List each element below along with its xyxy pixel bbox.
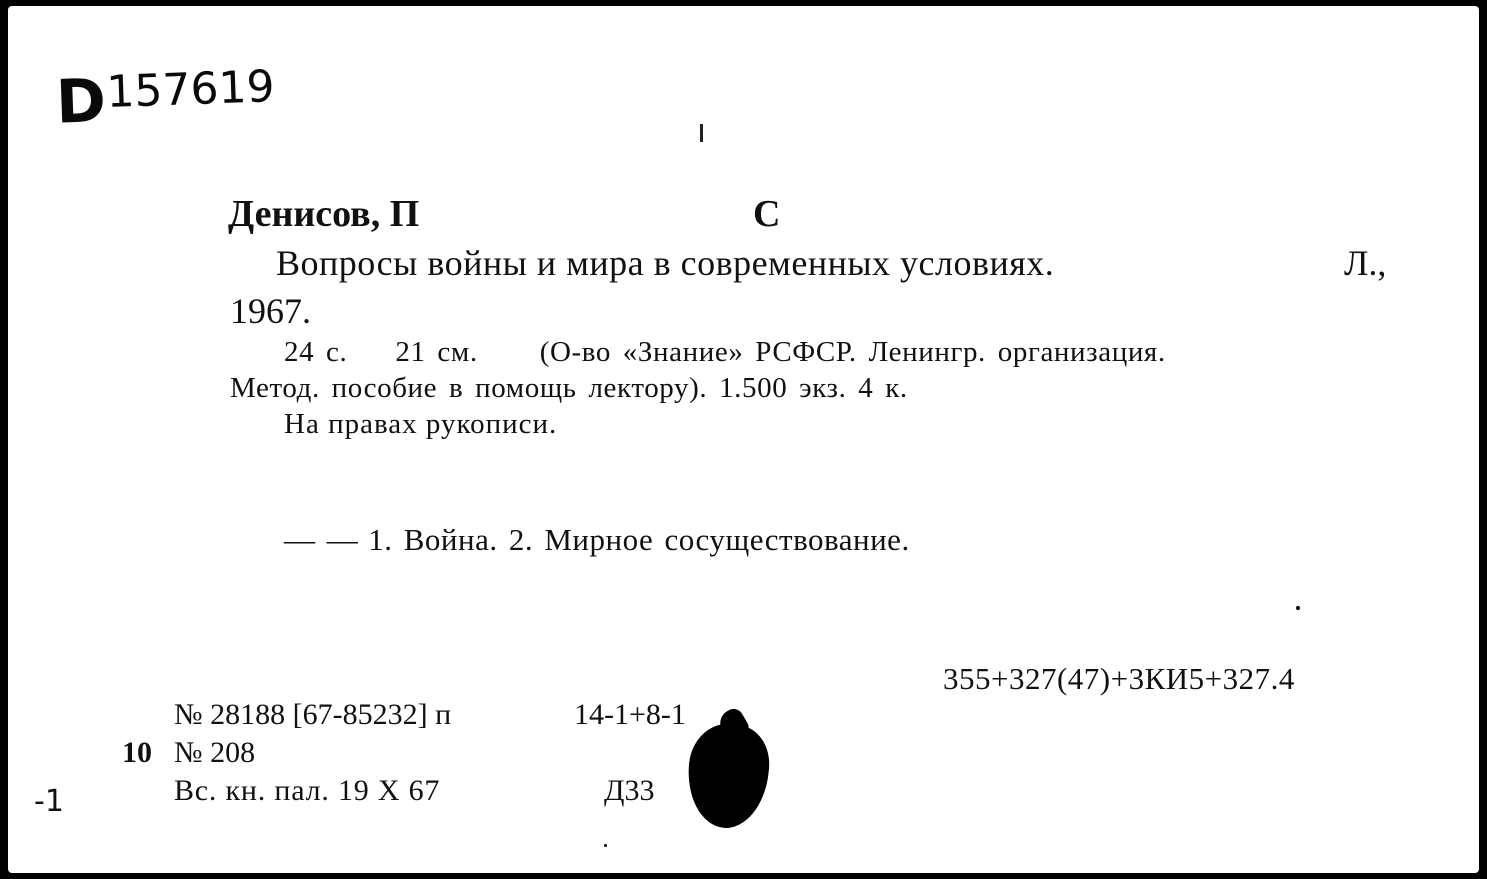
subject-dashes: — — [284, 522, 359, 557]
collation-line [284, 336, 1166, 369]
ink-blot [683, 720, 773, 832]
page-count: 24 с. [284, 336, 348, 368]
author-name: Денисов, П [228, 193, 420, 235]
edition-number: № 208 [174, 736, 256, 769]
classification-index: 355+327(47)+3КИ5+327.4 [943, 661, 1295, 696]
book-chamber-line: Вс. кн. пал. 19 X 67 [174, 774, 441, 807]
scan-tick-mark [700, 124, 703, 142]
shelfmark [55, 60, 276, 138]
ink-dot [1296, 606, 1300, 610]
registration-number: № 28188 [67-85232] п [174, 698, 452, 731]
publication-place: Л., [1344, 243, 1387, 283]
publication-year: 1967. [230, 291, 311, 331]
order-code: 14-1+8-1 [574, 698, 686, 731]
series-note-part2: Метод. пособие в помощь лектору). 1.500 экз. 4 к. [230, 372, 908, 404]
subject-list: 1. Война. 2. Мирное сосуществование. [368, 522, 910, 557]
copies-count: 10 [122, 736, 152, 769]
margin-mark: -1 [34, 784, 64, 819]
plant-code: Д33 [604, 774, 655, 807]
book-size: 21 см. [395, 336, 478, 368]
catalog-card [8, 6, 1479, 873]
subject-headings [284, 522, 910, 558]
rights-note: На правах рукописи. [284, 408, 558, 440]
ink-speck [604, 844, 607, 847]
author-initial: С [753, 193, 781, 235]
shelfmark-number: 157619 [105, 61, 276, 119]
series-note-part1: (О-во «Знание» РСФСР. Ленингр. организация. [539, 336, 1166, 368]
shelfmark-prefix: D [54, 66, 109, 138]
book-title: Вопросы войны и мира в современных условиях. [276, 243, 1055, 283]
